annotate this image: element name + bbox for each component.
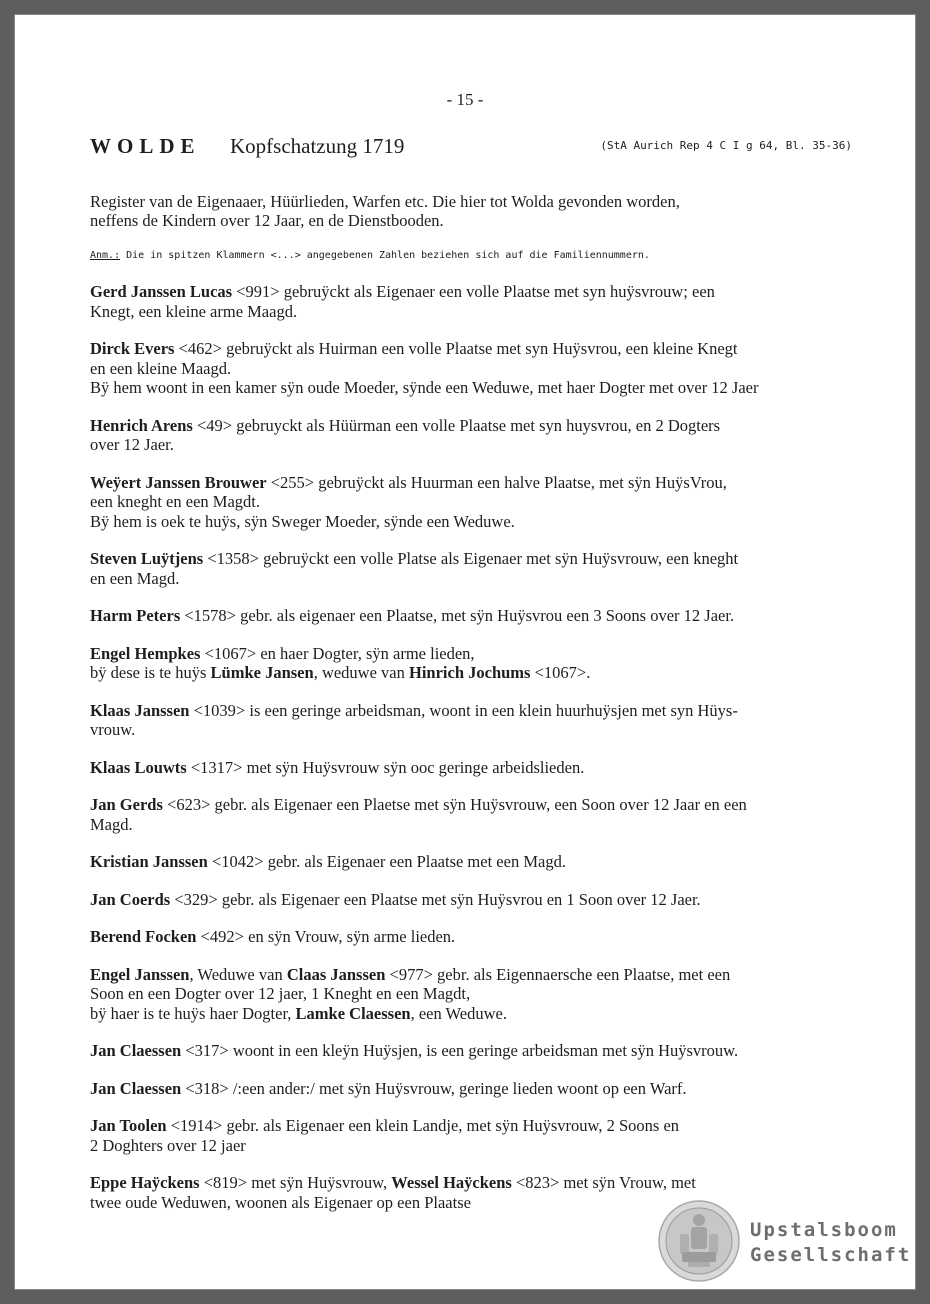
person-name: Harm Peters xyxy=(90,606,181,625)
person-name: Klaas Janssen xyxy=(90,700,190,720)
person-name: Henrich Arens xyxy=(90,415,193,435)
list-item xyxy=(90,701,856,740)
person-name: Dirck Evers xyxy=(90,339,175,358)
family-number: <255> xyxy=(266,472,319,492)
entry-text: met sÿn Vrouw, met xyxy=(563,1173,696,1192)
entry-text: en sÿn Vrouw, sÿn arme lieden. xyxy=(248,927,456,946)
intro-line: neffens de Kindern over 12 Jaar, en de Dienstbooden. xyxy=(90,211,444,230)
list-item xyxy=(90,927,856,947)
person-name: Hinrich Jochums xyxy=(409,663,531,682)
logo-text xyxy=(750,1218,911,1268)
entry-text: Bÿ hem woont in een kamer sÿn oude Moeder, sÿnde een Weduwe, met haer Dogter met over 12 Jaer xyxy=(90,378,759,397)
list-item xyxy=(90,282,856,321)
family-number: <462> xyxy=(174,339,227,358)
list-item xyxy=(90,795,856,834)
source-reference: (StA Aurich Rep 4 C I g 64, Bl. 35-36) xyxy=(600,139,852,152)
entry-text: Bÿ hem is oek te huÿs, sÿn Sweger Moeder, sÿnde een Weduwe. xyxy=(90,511,515,531)
entry-text: gebruyckt als Hüürman een volle Plaatse met syn huysvrou, en 2 Dogters xyxy=(236,415,721,435)
person-name: Klaas Louwts xyxy=(90,757,187,777)
entry-text: twee oude Weduwen, woonen als Eigenaer op een Plaatse xyxy=(90,1192,471,1212)
list-item xyxy=(90,1116,856,1155)
entry-text: gebr. als Eigennaersche een Plaatse, met een xyxy=(437,964,731,984)
family-number: <1317> xyxy=(186,757,247,777)
entry-text: gebr. als Eigenaer een Plaatse met sÿn Huÿsvrou en 1 Soon over 12 Jaer. xyxy=(221,889,701,909)
entry-text: bÿ haer is te huÿs haer Dogter, xyxy=(90,1003,296,1023)
person-name: Jan Toolen xyxy=(90,1116,167,1135)
family-number: <819> xyxy=(199,1173,252,1192)
family-number: <318> xyxy=(181,1078,233,1098)
entry-text: vrouw. xyxy=(90,720,136,739)
person-name: Steven Luÿtjens xyxy=(90,549,204,568)
entry-text: Soon en een Dogter over 12 jaer, 1 Kneght en een Magdt, xyxy=(90,984,471,1003)
page-title: WOLDE xyxy=(90,134,201,158)
entry-text: , een Weduwe. xyxy=(410,1003,507,1023)
list-item xyxy=(90,644,856,683)
page-number: - 15 - xyxy=(446,90,484,109)
entry-text: met sÿn Huÿsvrouw sÿn ooc geringe arbeidslieden. xyxy=(246,757,585,777)
family-number: <1042> xyxy=(207,852,268,871)
entry-text: gebr. als Eigenaer een Plaatse met een Magd. xyxy=(267,852,566,871)
entry-text: bÿ dese is te huÿs xyxy=(90,663,211,682)
person-name: Jan Gerds xyxy=(90,795,163,814)
logo-line: Upstalsboom xyxy=(750,1219,898,1241)
family-number: <317> xyxy=(181,1041,233,1060)
list-item xyxy=(90,965,856,1024)
person-name: Lamke Claessen xyxy=(295,1003,411,1023)
family-number: <1358> xyxy=(203,549,264,568)
entry-text: /:een ander:/ met sÿn Huÿsvrouw, geringe lieden woont op een Warf. xyxy=(232,1078,687,1098)
entry-text: gebruÿckt een volle Platse als Eigenaer met sÿn Huÿsvrouw, een kneght xyxy=(263,549,739,568)
seal-logo-icon xyxy=(658,1200,740,1282)
entry-text: over 12 Jaer. xyxy=(90,435,174,454)
list-item xyxy=(90,758,856,778)
list-item xyxy=(90,473,856,532)
entry-text: Knegt, een kleine arme Maagd. xyxy=(90,301,298,321)
family-number: <1067>. xyxy=(530,663,591,682)
intro-paragraph xyxy=(90,192,850,230)
entry-text: gebr. als Eigenaer een Plaetse met sÿn Huÿsvrouw, een Soon over 12 Jaar en een xyxy=(214,795,747,814)
entry-text: gebr. als eigenaer een Plaatse, met sÿn Huÿsvrou een 3 Soons over 12 Jaer. xyxy=(240,606,735,625)
entry-text: en een Magd. xyxy=(90,568,180,588)
person-name: Kristian Janssen xyxy=(90,852,208,871)
family-number: <623> xyxy=(162,795,215,814)
person-name: Jan Claessen xyxy=(90,1078,182,1098)
intro-line: Register van de Eigenaaer, Hüürlieden, Warfen etc. Die hier tot Wolda gevonden worden, xyxy=(90,192,680,211)
entry-text: gebr. als Eigenaer een klein Landje, met sÿn Huÿsvrouw, 2 Soons en xyxy=(226,1116,680,1135)
entry-text: gebruÿckt als Huirman een volle Plaatse met syn Huÿsvrou, een kleine Knegt xyxy=(226,339,738,358)
entry-text: met sÿn Huÿsvrouw, xyxy=(251,1173,392,1192)
person-name: Claas Janssen xyxy=(286,964,386,984)
list-item xyxy=(90,1079,856,1099)
family-number: <329> xyxy=(170,889,222,909)
list-item xyxy=(90,416,856,455)
person-name: Wessel Haÿckens xyxy=(391,1173,512,1192)
note-text: Die in spitzen Klammern <...> angegebenen Zahlen beziehen sich auf die Familiennummern. xyxy=(120,250,650,261)
person-name: Gerd Janssen Lucas xyxy=(90,282,233,301)
document-page xyxy=(14,14,916,1290)
family-number: <1578> xyxy=(180,606,241,625)
list-item xyxy=(90,339,856,398)
family-number: <991> xyxy=(232,282,284,301)
person-name: Weÿert Janssen Brouwer xyxy=(90,472,267,492)
note-label: Anm.: xyxy=(90,250,121,261)
list-item xyxy=(90,606,856,626)
family-number: <49> xyxy=(192,415,237,435)
family-number: <1039> xyxy=(189,700,250,720)
list-item xyxy=(90,852,856,872)
family-number: <1067> xyxy=(200,643,261,663)
person-name: Berend Focken xyxy=(90,927,197,946)
page-subtitle: Kopfschatzung 1719 xyxy=(230,134,405,158)
entry-text: 2 Doghters over 12 jaer xyxy=(90,1135,246,1155)
family-number: <1914> xyxy=(166,1116,227,1135)
list-item xyxy=(90,549,856,588)
entry-text: is een geringe arbeidsman, woont in een klein huurhuÿsjen met syn Hüys- xyxy=(249,700,738,720)
entry-text: , weduwe van xyxy=(313,663,409,682)
entry-text: Magd. xyxy=(90,814,133,834)
person-name: Eppe Haÿckens xyxy=(90,1173,200,1192)
logo-line: Gesellschaft xyxy=(750,1244,912,1266)
person-name: Engel Hempkes xyxy=(90,643,201,663)
entry-list xyxy=(90,282,856,1230)
list-item xyxy=(90,1173,856,1212)
entry-text: en haer Dogter, sÿn arme lieden, xyxy=(260,643,475,663)
entry-text: woont in een kleÿn Huÿsjen, is een geringe arbeidsman met sÿn Huÿsvrouw. xyxy=(232,1041,739,1060)
family-number: <977> xyxy=(385,964,438,984)
person-name: Engel Janssen xyxy=(90,964,190,984)
annotation-note xyxy=(90,250,650,261)
entry-text: gebruÿckt als Eigenaer een volle Plaatse met syn huÿsvrouw; een xyxy=(283,282,715,301)
person-name: Lümke Jansen xyxy=(210,663,314,682)
family-number: <823> xyxy=(511,1173,564,1192)
entry-text: een kneght en een Magdt. xyxy=(90,492,260,511)
entry-text: gebruÿckt als Huurman een halve Plaatse, met sÿn HuÿsVrou, xyxy=(318,472,727,492)
list-item xyxy=(90,890,856,910)
person-name: Jan Claessen xyxy=(90,1041,182,1060)
list-item xyxy=(90,1041,856,1061)
family-number: <492> xyxy=(196,927,249,946)
person-name: Jan Coerds xyxy=(90,889,171,909)
entry-text: , Weduwe van xyxy=(189,964,287,984)
entry-text: en een kleine Maagd. xyxy=(90,358,232,378)
